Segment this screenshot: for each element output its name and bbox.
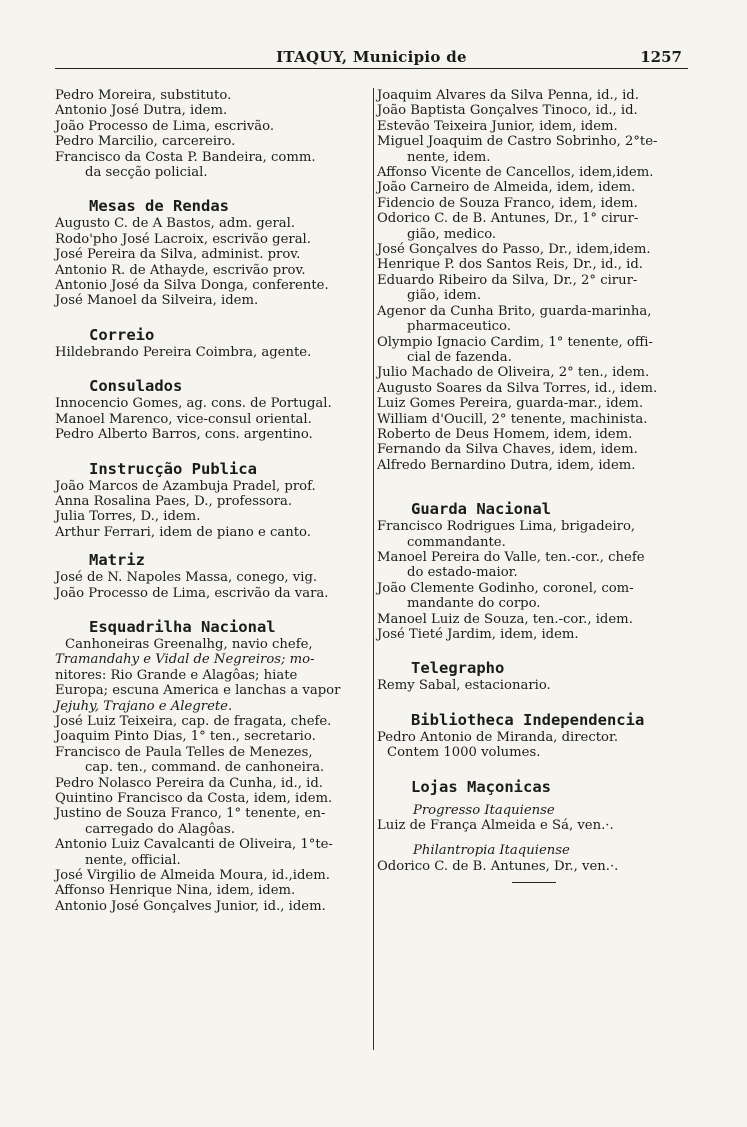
list-item: José Virgilio de Almeida Moura, id.,idem.: [55, 868, 330, 884]
page-number: 1257: [640, 48, 682, 66]
list-item: nente, idem.: [407, 149, 491, 165]
lodge-name: Progresso Itaquiense: [413, 802, 555, 818]
list-item: Fidencio de Souza Franco, idem, idem.: [377, 195, 638, 211]
section-heading-bibliotheca: Bibliotheca Independencia: [411, 710, 645, 729]
list-item: Roberto de Deus Homem, idem, idem.: [377, 426, 633, 442]
list-item: commandante.: [407, 534, 506, 550]
list-item: Fernando da Silva Chaves, idem, idem.: [377, 442, 638, 458]
left-column: [55, 88, 373, 914]
list-item: João Baptista Gonçalves Tinoco, id., id.: [377, 103, 638, 119]
section-heading-correio: Correio: [89, 325, 155, 344]
section-heading-telegrapho: Telegrapho: [411, 659, 505, 678]
list-item: Antonio José Gonçalves Junior, id., idem.: [55, 898, 326, 914]
section-heading-guarda: Guarda Nacional: [411, 500, 551, 519]
list-item: José Gonçalves do Passo, Dr., idem,idem.: [377, 242, 651, 258]
list-item: Agenor da Cunha Brito, guarda-marinha,: [377, 303, 652, 319]
column-divider: [373, 88, 374, 1050]
list-item: Julia Torres, D., idem.: [55, 509, 201, 525]
list-item: Miguel Joaquim de Castro Sobrinho, 2°te-: [377, 134, 658, 150]
list-item: João Marcos de Azambuja Pradel, prof.: [55, 478, 316, 494]
list-item: Luiz de França Almeida e Sá, ven.·.: [377, 818, 614, 834]
list-item: nitores: Rio Grande e Alagôas; hiate: [55, 667, 298, 683]
list-item: Arthur Ferrari, idem de piano e canto.: [55, 524, 311, 540]
section-heading-matriz: Matriz: [89, 551, 145, 570]
section-heading-mesas: Mesas de Rendas: [89, 197, 229, 216]
list-item: William d'Oucill, 2° tenente, machinista.: [377, 411, 648, 427]
list-item: Manoel Pereira do Valle, ten.-cor., chefe: [377, 549, 645, 565]
list-item: Remy Sabal, estacionario.: [377, 678, 551, 694]
list-item: Pedro Antonio de Miranda, director.: [377, 729, 619, 745]
list-item: Estevão Teixeira Junior, idem, idem.: [377, 118, 618, 134]
section-heading-lojas: Lojas Maçonicas: [411, 777, 551, 796]
list-item: João Processo de Lima, escrivão.: [55, 118, 275, 134]
list-item: gião, idem.: [407, 288, 482, 304]
list-item: Pedro Moreira, substituto.: [55, 88, 232, 103]
list-item: Manoel Luiz de Souza, ten.-cor., idem.: [377, 611, 633, 627]
list-item: gião, medico.: [407, 226, 497, 242]
list-item: Olympio Ignacio Cardim, 1° tenente, offi-: [377, 334, 653, 350]
list-item: Pedro Marcilio, carcereiro.: [55, 134, 236, 150]
list-item: Canhoneiras Greenalhg, navio chefe,: [65, 636, 313, 652]
list-item: Eduardo Ribeiro da Silva, Dr., 2° cirur-: [377, 272, 638, 288]
section-heading-instrucao: Instrucção Publica: [89, 459, 257, 478]
list-item: Europa; escuna America e lanchas a vapor: [55, 683, 341, 699]
list-item: Anna Rosalina Paes, D., professora.: [55, 493, 293, 509]
list-item: Francisco Rodrigues Lima, brigadeiro,: [377, 519, 636, 535]
list-item: Pedro Nolasco Pereira da Cunha, id., id.: [55, 775, 323, 791]
list-item: cap. ten., command. de canhoneira.: [85, 760, 325, 776]
lodge-name: Philantropia Itaquiense: [413, 843, 570, 859]
list-item: Innocencio Gomes, ag. cons. de Portugal.: [55, 396, 332, 412]
list-item: Francisco da Costa P. Bandeira, comm.: [55, 149, 316, 165]
list-item: Tramandahy e Vidal de Negreiros; mo-: [55, 652, 315, 668]
list-item: nente, official.: [85, 852, 181, 868]
list-item: José Tieté Jardim, idem, idem.: [377, 627, 579, 642]
list-item: João Processo de Lima, escrivão da vara.: [55, 585, 329, 601]
list-item: Antonio José Dutra, idem.: [55, 103, 228, 119]
list-item: João Carneiro de Almeida, idem, idem.: [377, 180, 636, 196]
navy-officers-list: [377, 88, 695, 473]
list-item: Justino de Souza Franco, 1° tenente, en-: [55, 806, 326, 822]
list-item: Odorico C. de B. Antunes, Dr., ven.·.: [377, 858, 619, 874]
list-item: Augusto C. de A Bastos, adm. geral.: [55, 216, 296, 232]
list-item: José Manoel da Silveira, idem.: [55, 293, 259, 309]
list-item: Antonio R. de Athayde, escrivão prov.: [55, 262, 306, 278]
list-item: José Pereira da Silva, administ. prov.: [55, 247, 301, 263]
list-item: Antonio José da Silva Donga, conferente.: [55, 278, 329, 294]
list-item: Contem 1000 volumes.: [387, 745, 541, 761]
list-item: cial de fazenda.: [407, 349, 512, 365]
list-item: Francisco de Paula Telles de Menezes,: [55, 744, 313, 760]
page-header: [55, 46, 688, 69]
list-item: Manoel Marenco, vice-consul oriental.: [55, 411, 312, 427]
list-item: Joaquim Pinto Dias, 1° ten., secretario.: [55, 729, 316, 745]
list-item: Augusto Soares da Silva Torres, id., idem.: [377, 380, 658, 396]
list-item: Quintino Francisco da Costa, idem, idem.: [55, 791, 333, 806]
list-item: Alfredo Bernardino Dutra, idem, idem.: [377, 457, 636, 473]
list-item: Luiz Gomes Pereira, guarda-mar., idem.: [377, 396, 644, 412]
list-item: Joaquim Alvares da Silva Penna, id., id.: [377, 88, 639, 103]
list-item: Affonso Henrique Nina, idem, idem.: [55, 883, 296, 899]
section-heading-esquadrilha: Esquadrilha Nacional: [89, 617, 276, 636]
list-item: José de N. Napoles Massa, conego, vig.: [55, 570, 318, 586]
list-item: pharmaceutico.: [407, 319, 511, 335]
list-item: Hildebrando Pereira Coimbra, agente.: [55, 344, 312, 360]
closing-rule: [512, 882, 556, 883]
list-item: da secção policial.: [85, 165, 208, 181]
list-item: João Clemente Godinho, coronel, com-: [377, 580, 634, 596]
list-item: Pedro Alberto Barros, cons. argentino.: [55, 427, 313, 443]
list-item: Rodo'pho José Lacroix, escrivão geral.: [55, 231, 311, 247]
list-item: do estado-maior.: [407, 565, 518, 581]
list-item: Affonso Vicente de Cancellos, idem,idem.: [377, 165, 654, 181]
list-item: Odorico C. de B. Antunes, Dr., 1° cirur-: [377, 211, 639, 227]
section-heading-consulados: Consulados: [89, 377, 183, 396]
list-item: José Luiz Teixeira, cap. de fragata, chefe.: [55, 713, 332, 729]
list-item: carregado do Alagôas.: [85, 821, 235, 837]
list-item: Antonio Luiz Cavalcanti de Oliveira, 1°te-: [55, 837, 333, 853]
list-item: Henrique P. dos Santos Reis, Dr., id., id.: [377, 257, 643, 273]
running-title: ITAQUY, Municipio de: [276, 48, 467, 66]
list-item: Julio Machado de Oliveira, 2° ten., idem.: [377, 365, 650, 381]
police-list: [55, 88, 373, 180]
list-item: Jejuhy, Trajano e Alegrete.: [55, 698, 233, 714]
right-column: [377, 88, 695, 883]
list-item: mandante do corpo.: [407, 596, 541, 612]
